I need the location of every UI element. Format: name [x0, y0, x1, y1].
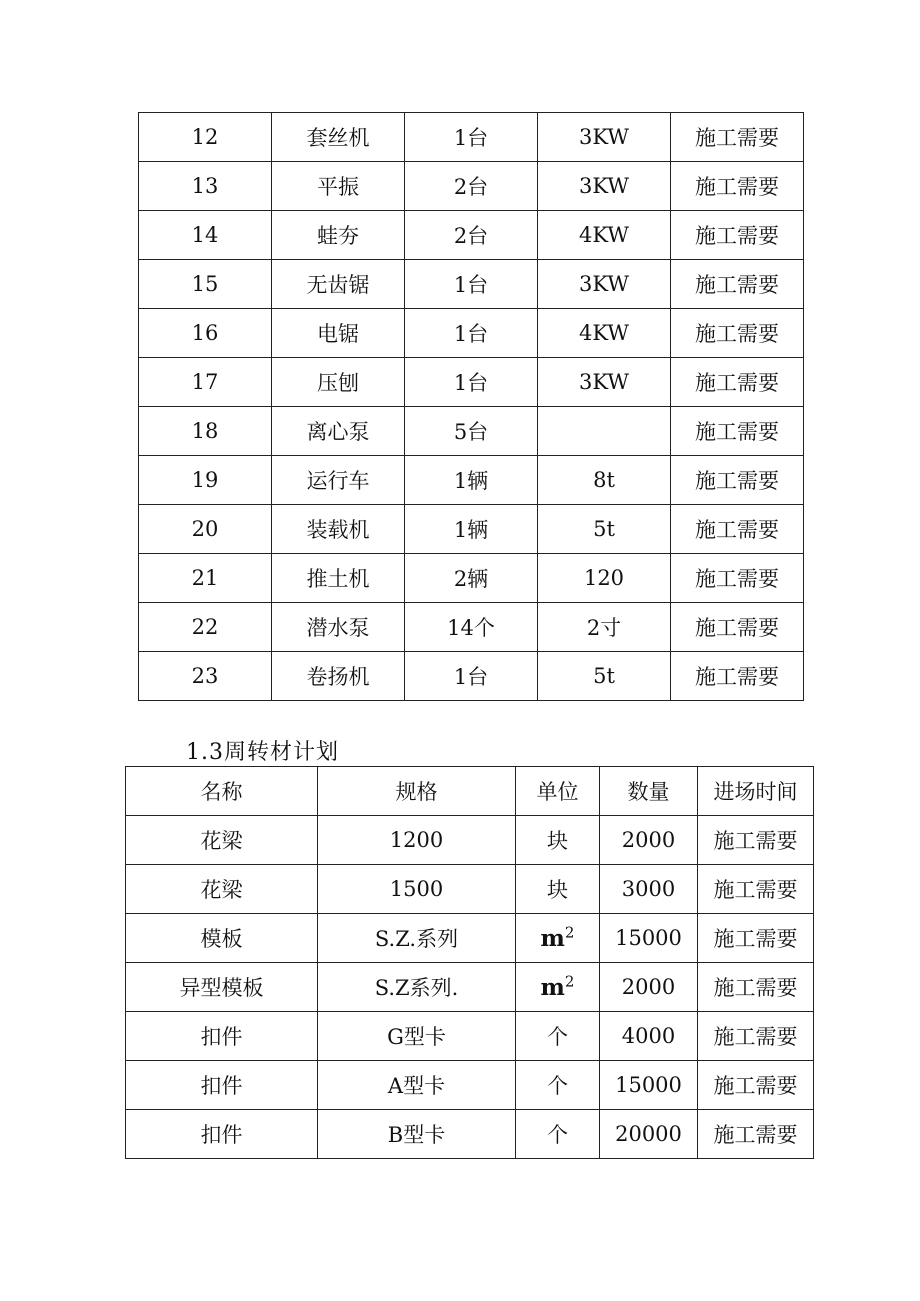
equipment-row [139, 162, 804, 211]
material-name: 花梁 [126, 816, 318, 865]
equipment-count: 5台 [405, 407, 538, 456]
material-row [126, 963, 814, 1012]
equipment-no: 22 [139, 603, 272, 652]
material-unit [516, 963, 600, 1012]
equipment-count: 2台 [405, 162, 538, 211]
equipment-count: 2台 [405, 211, 538, 260]
equipment-no: 13 [139, 162, 272, 211]
header-unit: 单位 [516, 767, 600, 816]
equipment-count: 1台 [405, 358, 538, 407]
material-entry-time: 施工需要 [698, 1012, 814, 1061]
material-unit: 个 [516, 1061, 600, 1110]
material-entry-time: 施工需要 [698, 1110, 814, 1159]
equipment-power: 120 [538, 554, 671, 603]
equipment-name: 蛙夯 [272, 211, 405, 260]
equipment-timing: 施工需要 [671, 456, 804, 505]
material-unit: 块 [516, 816, 600, 865]
equipment-power: 3KW [538, 113, 671, 162]
material-entry-time: 施工需要 [698, 865, 814, 914]
equipment-row [139, 554, 804, 603]
material-row [126, 816, 814, 865]
equipment-name: 推土机 [272, 554, 405, 603]
equipment-no: 18 [139, 407, 272, 456]
equipment-no: 21 [139, 554, 272, 603]
material-unit: 个 [516, 1012, 600, 1061]
equipment-table-body [139, 113, 804, 701]
equipment-count: 1台 [405, 652, 538, 701]
equipment-row [139, 309, 804, 358]
equipment-power: 8t [538, 456, 671, 505]
equipment-power [538, 407, 671, 456]
equipment-no: 16 [139, 309, 272, 358]
material-quantity: 3000 [600, 865, 698, 914]
equipment-name: 电锯 [272, 309, 405, 358]
unit-square-meter [541, 925, 575, 952]
equipment-no: 19 [139, 456, 272, 505]
equipment-power: 3KW [538, 260, 671, 309]
unit-base: m [540, 925, 565, 953]
material-row [126, 1012, 814, 1061]
equipment-timing: 施工需要 [671, 358, 804, 407]
equipment-power: 4KW [538, 211, 671, 260]
header-entry-time: 进场时间 [698, 767, 814, 816]
material-name: 异型模板 [126, 963, 318, 1012]
material-name: 扣件 [126, 1110, 318, 1159]
equipment-no: 23 [139, 652, 272, 701]
materials-header-row [126, 767, 814, 816]
equipment-name: 卷扬机 [272, 652, 405, 701]
material-unit: 块 [516, 865, 600, 914]
equipment-timing: 施工需要 [671, 309, 804, 358]
equipment-power: 4KW [538, 309, 671, 358]
equipment-count: 1辆 [405, 456, 538, 505]
section-heading: 1.3周转材计划 [186, 740, 339, 765]
header-quantity: 数量 [600, 767, 698, 816]
equipment-timing: 施工需要 [671, 407, 804, 456]
equipment-no: 12 [139, 113, 272, 162]
material-spec: S.Z.系列 [318, 914, 516, 963]
material-unit: 个 [516, 1110, 600, 1159]
equipment-power: 5t [538, 652, 671, 701]
equipment-timing: 施工需要 [671, 260, 804, 309]
equipment-count: 2辆 [405, 554, 538, 603]
equipment-timing: 施工需要 [671, 505, 804, 554]
equipment-name: 运行车 [272, 456, 405, 505]
equipment-count: 1辆 [405, 505, 538, 554]
equipment-count: 1台 [405, 260, 538, 309]
equipment-row [139, 456, 804, 505]
equipment-no: 15 [139, 260, 272, 309]
equipment-row [139, 505, 804, 554]
unit-exponent: 2 [564, 972, 575, 991]
material-quantity: 4000 [600, 1012, 698, 1061]
equipment-name: 潜水泵 [272, 603, 405, 652]
material-row [126, 914, 814, 963]
equipment-row [139, 652, 804, 701]
material-spec: A型卡 [318, 1061, 516, 1110]
equipment-count: 14个 [405, 603, 538, 652]
material-unit [516, 914, 600, 963]
material-quantity: 20000 [600, 1110, 698, 1159]
equipment-name: 离心泵 [272, 407, 405, 456]
equipment-timing: 施工需要 [671, 554, 804, 603]
equipment-row [139, 260, 804, 309]
equipment-row [139, 113, 804, 162]
equipment-timing: 施工需要 [671, 652, 804, 701]
unit-exponent: 2 [564, 923, 575, 942]
equipment-name: 装载机 [272, 505, 405, 554]
material-quantity: 15000 [600, 1061, 698, 1110]
materials-table-body [126, 767, 814, 1159]
material-spec: 1200 [318, 816, 516, 865]
material-name: 扣件 [126, 1012, 318, 1061]
materials-table [125, 766, 814, 1159]
equipment-power: 5t [538, 505, 671, 554]
material-name: 花梁 [126, 865, 318, 914]
material-entry-time: 施工需要 [698, 816, 814, 865]
equipment-timing: 施工需要 [671, 113, 804, 162]
equipment-timing: 施工需要 [671, 211, 804, 260]
material-quantity: 2000 [600, 963, 698, 1012]
unit-base: m [540, 974, 565, 1002]
equipment-count: 1台 [405, 309, 538, 358]
header-spec: 规格 [318, 767, 516, 816]
equipment-name: 套丝机 [272, 113, 405, 162]
equipment-timing: 施工需要 [671, 162, 804, 211]
material-name: 模板 [126, 914, 318, 963]
material-spec: B型卡 [318, 1110, 516, 1159]
equipment-table [138, 112, 804, 701]
header-name: 名称 [126, 767, 318, 816]
material-spec: 1500 [318, 865, 516, 914]
material-name: 扣件 [126, 1061, 318, 1110]
equipment-row [139, 407, 804, 456]
equipment-row [139, 358, 804, 407]
equipment-timing: 施工需要 [671, 603, 804, 652]
material-row [126, 865, 814, 914]
material-quantity: 2000 [600, 816, 698, 865]
material-entry-time: 施工需要 [698, 963, 814, 1012]
material-quantity: 15000 [600, 914, 698, 963]
material-spec: G型卡 [318, 1012, 516, 1061]
equipment-no: 14 [139, 211, 272, 260]
material-spec: S.Z系列. [318, 963, 516, 1012]
equipment-name: 压刨 [272, 358, 405, 407]
equipment-name: 平振 [272, 162, 405, 211]
equipment-count: 1台 [405, 113, 538, 162]
equipment-no: 20 [139, 505, 272, 554]
equipment-power: 2寸 [538, 603, 671, 652]
unit-square-meter [541, 974, 575, 1001]
equipment-power: 3KW [538, 162, 671, 211]
material-entry-time: 施工需要 [698, 1061, 814, 1110]
equipment-row [139, 603, 804, 652]
equipment-name: 无齿锯 [272, 260, 405, 309]
material-row [126, 1061, 814, 1110]
equipment-row [139, 211, 804, 260]
equipment-power: 3KW [538, 358, 671, 407]
equipment-no: 17 [139, 358, 272, 407]
material-row [126, 1110, 814, 1159]
material-entry-time: 施工需要 [698, 914, 814, 963]
